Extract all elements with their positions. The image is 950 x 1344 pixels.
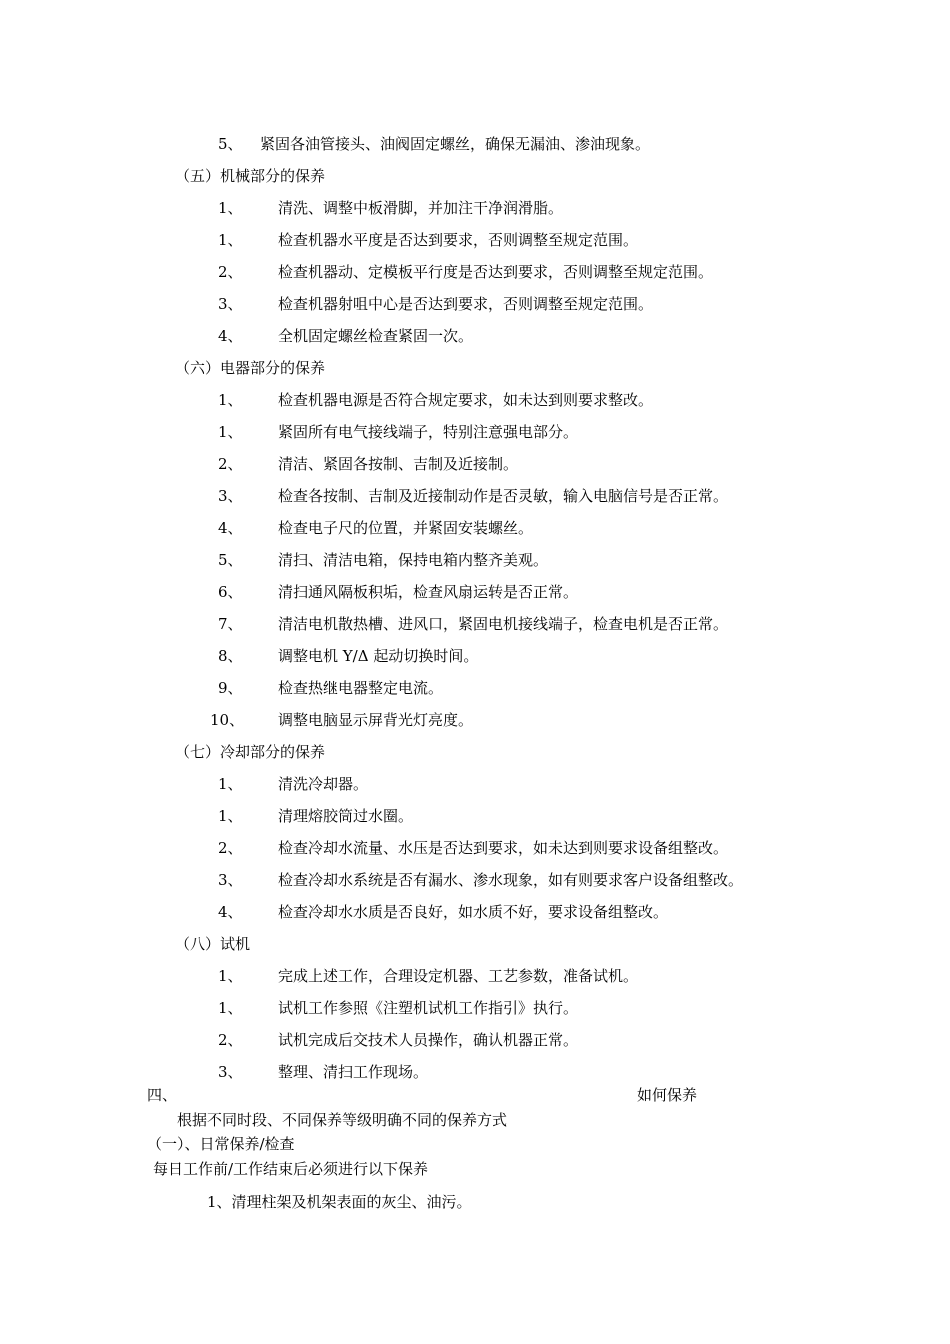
section-heading: （七）冷却部分的保养 bbox=[175, 743, 326, 761]
chapter-title: 如何保养 bbox=[637, 1086, 698, 1104]
sub-heading: （一）、日常保养/检查 bbox=[147, 1135, 295, 1153]
list-item-text: 完成上述工作，合理设定机器、工艺参数，准备试机。 bbox=[278, 967, 639, 985]
list-item-number: 6、 bbox=[218, 583, 243, 601]
list-item-text: 清洁电机散热槽、进风口，紧固电机接线端子，检查电机是否正常。 bbox=[278, 615, 729, 633]
section-heading: （八）试机 bbox=[175, 935, 251, 953]
daily-note: 每日工作前/工作结束后必须进行以下保养 bbox=[153, 1160, 429, 1178]
list-item-text: 检查冷却水水质是否良好，如水质不好，要求设备组整改。 bbox=[278, 903, 669, 921]
list-item-number: 8、 bbox=[218, 647, 243, 665]
list-item-number: 5、 bbox=[218, 551, 243, 569]
list-item-text: 试机完成后交技术人员操作，确认机器正常。 bbox=[278, 1031, 579, 1049]
list-item-number: 1、 bbox=[218, 999, 243, 1017]
intro-paragraph: 根据不同时段、不同保养等级明确不同的保养方式 bbox=[177, 1111, 508, 1129]
list-item-number: 1、 bbox=[218, 231, 243, 249]
list-item-number: 1、 bbox=[218, 775, 243, 793]
list-item-text: 清理熔胶筒过水圈。 bbox=[278, 807, 414, 825]
list-item-number: 1、 bbox=[218, 423, 243, 441]
list-item-text: 检查冷却水流量、水压是否达到要求，如未达到则要求设备组整改。 bbox=[278, 839, 729, 857]
list-item-number: 1、 bbox=[218, 967, 243, 985]
list-item-text: 检查各按制、吉制及近接制动作是否灵敏，输入电脑信号是否正常。 bbox=[278, 487, 729, 505]
list-item-number: 2、 bbox=[218, 455, 243, 473]
chapter-number: 四、 bbox=[147, 1086, 178, 1104]
list-item-number: 2、 bbox=[218, 839, 243, 857]
list-item-text: 清扫通风隔板积垢，检查风扇运转是否正常。 bbox=[278, 583, 579, 601]
list-item-number: 2、 bbox=[218, 1031, 243, 1049]
list-item-text: 全机固定螺丝检查紧固一次。 bbox=[278, 327, 474, 345]
list-item-text: 紧固各油管接头、油阀固定螺丝，确保无漏油、渗油现象。 bbox=[260, 135, 651, 153]
list-item-text: 调整电机 Y/Δ 起动切换时间。 bbox=[278, 647, 479, 665]
list-item-text: 紧固所有电气接线端子，特别注意强电部分。 bbox=[278, 423, 579, 441]
list-item-number: 3、 bbox=[218, 871, 243, 889]
list-item-number: 3、 bbox=[218, 295, 243, 313]
list-item-text: 清洁、紧固各按制、吉制及近接制。 bbox=[278, 455, 519, 473]
list-item-number: 1、 bbox=[218, 199, 243, 217]
list-item-text: 清洗冷却器。 bbox=[278, 775, 369, 793]
list-item-text: 调整电脑显示屏背光灯亮度。 bbox=[278, 711, 474, 729]
list-item-number: 1、 bbox=[218, 391, 243, 409]
list-item-text: 检查机器水平度是否达到要求，否则调整至规定范围。 bbox=[278, 231, 639, 249]
list-item-text: 清扫、清洁电箱，保持电箱内整齐美观。 bbox=[278, 551, 549, 569]
list-item-number: 3、 bbox=[218, 487, 243, 505]
list-item-number: 3、 bbox=[218, 1063, 243, 1081]
list-item-text: 检查机器电源是否符合规定要求，如未达到则要求整改。 bbox=[278, 391, 654, 409]
list-item-text: 检查电子尺的位置，并紧固安装螺丝。 bbox=[278, 519, 534, 537]
list-item-text: 检查机器射咀中心是否达到要求，否则调整至规定范围。 bbox=[278, 295, 654, 313]
list-item-number: 2、 bbox=[218, 263, 243, 281]
section-heading: （五）机械部分的保养 bbox=[175, 167, 326, 185]
list-item-number: 1、 bbox=[218, 807, 243, 825]
section-heading: （六）电器部分的保养 bbox=[175, 359, 326, 377]
list-item-text: 检查冷却水系统是否有漏水、渗水现象，如有则要求客户设备组整改。 bbox=[278, 871, 744, 889]
list-item-text: 检查热继电器整定电流。 bbox=[278, 679, 444, 697]
list-item-number: 10、 bbox=[210, 711, 245, 729]
list-item-number: 4、 bbox=[218, 327, 243, 345]
list-item-text: 检查机器动、定模板平行度是否达到要求，否则调整至规定范围。 bbox=[278, 263, 714, 281]
daily-first-item: 1、清理柱架及机架表面的灰尘、油污。 bbox=[207, 1193, 472, 1211]
list-item-text: 清洗、调整中板滑脚，并加注干净润滑脂。 bbox=[278, 199, 564, 217]
list-item-number: 9、 bbox=[218, 679, 243, 697]
list-item-text: 试机工作参照《注塑机试机工作指引》执行。 bbox=[278, 999, 579, 1017]
list-item-text: 整理、清扫工作现场。 bbox=[278, 1063, 429, 1081]
list-item-number: 4、 bbox=[218, 519, 243, 537]
list-item-number: 7、 bbox=[218, 615, 243, 633]
list-item-number: 5、 bbox=[218, 135, 243, 153]
list-item-number: 4、 bbox=[218, 903, 243, 921]
